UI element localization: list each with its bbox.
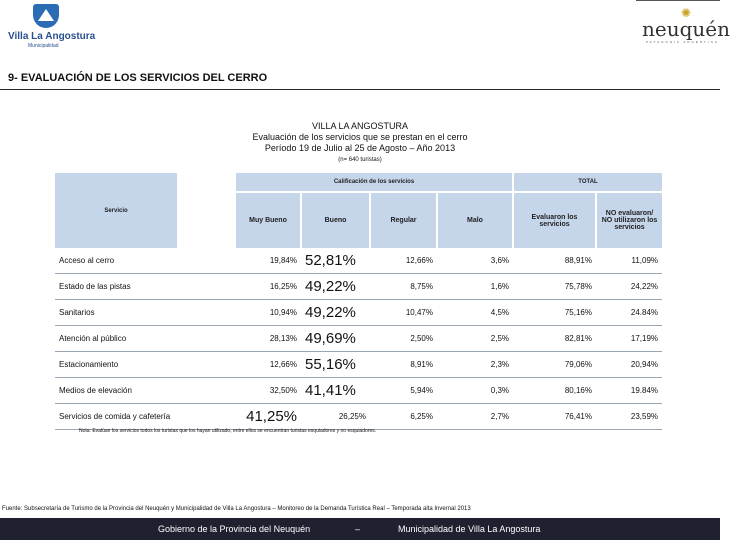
header-muy-bueno: Muy Bueno (235, 192, 301, 248)
malo-value: 4,5% (437, 300, 513, 326)
header-bueno: Bueno (301, 192, 370, 248)
regular-value: 5,94% (370, 378, 437, 404)
report-title-line2: Evaluación de los servicios que se prestan en el cerro (252, 132, 468, 142)
regular-value: 10,47% (370, 300, 437, 326)
evaluaron-value: 82,81% (513, 326, 596, 352)
regular-value: 2,50% (370, 326, 437, 352)
malo-value: 0,3% (437, 378, 513, 404)
muy-bueno-value: 10,94% (235, 300, 301, 326)
header-malo: Malo (437, 192, 513, 248)
malo-value: 2,7% (437, 404, 513, 430)
no-evaluaron-value: 19.84% (596, 378, 662, 404)
malo-value: 3,6% (437, 248, 513, 274)
bueno-value: 55,16% (301, 352, 370, 378)
regular-value: 8,75% (370, 274, 437, 300)
service-name: Atención al público (55, 326, 235, 352)
muy-bueno-value: 41,25% (177, 404, 301, 430)
bueno-value: 49,69% (301, 326, 370, 352)
regular-value: 12,66% (370, 248, 437, 274)
left-logo-name: Villa La Angostura (8, 31, 96, 42)
evaluaron-value: 88,91% (513, 248, 596, 274)
villa-la-angostura-logo (8, 4, 96, 50)
muy-bueno-value: 16,25% (235, 274, 301, 300)
table-row (55, 404, 662, 430)
table-row (55, 300, 662, 326)
no-evaluaron-value: 20,94% (596, 352, 662, 378)
service-name: Sanitarios (55, 300, 235, 326)
malo-value: 2,3% (437, 352, 513, 378)
sample-size: (n= 640 turistas) (338, 157, 382, 163)
no-evaluaron-value: 17,19% (596, 326, 662, 352)
right-logo-name: neuquén (642, 17, 730, 41)
service-name: Servicios de comida y cafetería (55, 404, 177, 430)
no-evaluaron-value: 23,59% (596, 404, 662, 430)
header-no-evaluaron: NO evaluaron/ NO utilizaron los servicios (596, 192, 662, 248)
title-divider (0, 89, 720, 90)
right-logo-sub: PATAGONIA ARGENTINA (646, 40, 719, 44)
bueno-value: 49,22% (301, 274, 370, 300)
footer-left: Gobierno de la Provincia del Neuquén (158, 524, 311, 534)
service-name: Acceso al cerro (55, 248, 235, 274)
no-evaluaron-value: 24,22% (596, 274, 662, 300)
malo-value: 1,6% (437, 274, 513, 300)
muy-bueno-value: 32,50% (235, 378, 301, 404)
header-regular: Regular (370, 192, 437, 248)
evaluaron-value: 75,78% (513, 274, 596, 300)
report-title-line3: Período 19 de Julio al 25 de Agosto – Año 2013 (264, 143, 456, 153)
evaluation-table (55, 173, 662, 430)
header-total-group: TOTAL (513, 173, 662, 192)
service-name: Estacionamiento (55, 352, 235, 378)
sun-icon: ✺ (680, 6, 692, 20)
table-row (55, 378, 662, 404)
bueno-value: 26,25% (301, 404, 370, 430)
malo-value: 2,5% (437, 326, 513, 352)
header-evaluaron: Evaluaron los servicios (513, 192, 596, 248)
service-name: Estado de las pistas (55, 274, 235, 300)
bueno-value: 41,41% (301, 378, 370, 404)
no-evaluaron-value: 24.84% (596, 300, 662, 326)
evaluaron-value: 75,16% (513, 300, 596, 326)
shield-icon (33, 4, 59, 28)
regular-value: 6,25% (370, 404, 437, 430)
footer-bar (0, 518, 720, 540)
table-note: Nota: Evalúan los servicios todos los turistas que los hayan utilizado, entre ellos se encuentran turistas esquiadores y no esquiadores. (79, 428, 377, 434)
header-rating-group: Calificación de los servicios (235, 173, 513, 192)
footer-separator: – (355, 524, 361, 534)
section-title: 9- EVALUACIÓN DE LOS SERVICIOS DEL CERRO (8, 72, 268, 84)
footer-right: Municipalidad de Villa La Angostura (398, 524, 541, 534)
report-title-line1: VILLA LA ANGOSTURA (311, 121, 409, 131)
service-name: Medios de elevación (55, 378, 235, 404)
table-row (55, 352, 662, 378)
header-service: Servicio (55, 173, 177, 248)
left-logo-sub: Municipalidad (28, 43, 59, 49)
muy-bueno-value: 19,84% (235, 248, 301, 274)
evaluaron-value: 80,16% (513, 378, 596, 404)
muy-bueno-value: 12,66% (235, 352, 301, 378)
muy-bueno-value: 28,13% (235, 326, 301, 352)
table-row (55, 274, 662, 300)
evaluaron-value: 79,06% (513, 352, 596, 378)
neuquen-logo (636, 0, 730, 49)
evaluaron-value: 76,41% (513, 404, 596, 430)
bueno-value: 49,22% (301, 300, 370, 326)
table-row (55, 248, 662, 274)
source-citation: Fuente: Subsecretaría de Turismo de la Provincia del Neuquén y Municipalidad de Villa La Angostura – Monitoreo de la Demanda Turística Real – Temporada alta Invernal 2013 (2, 506, 471, 512)
no-evaluaron-value: 11,09% (596, 248, 662, 274)
bueno-value: 52,81% (301, 248, 370, 274)
table-row (55, 326, 662, 352)
report-titles (200, 121, 520, 166)
regular-value: 8,91% (370, 352, 437, 378)
